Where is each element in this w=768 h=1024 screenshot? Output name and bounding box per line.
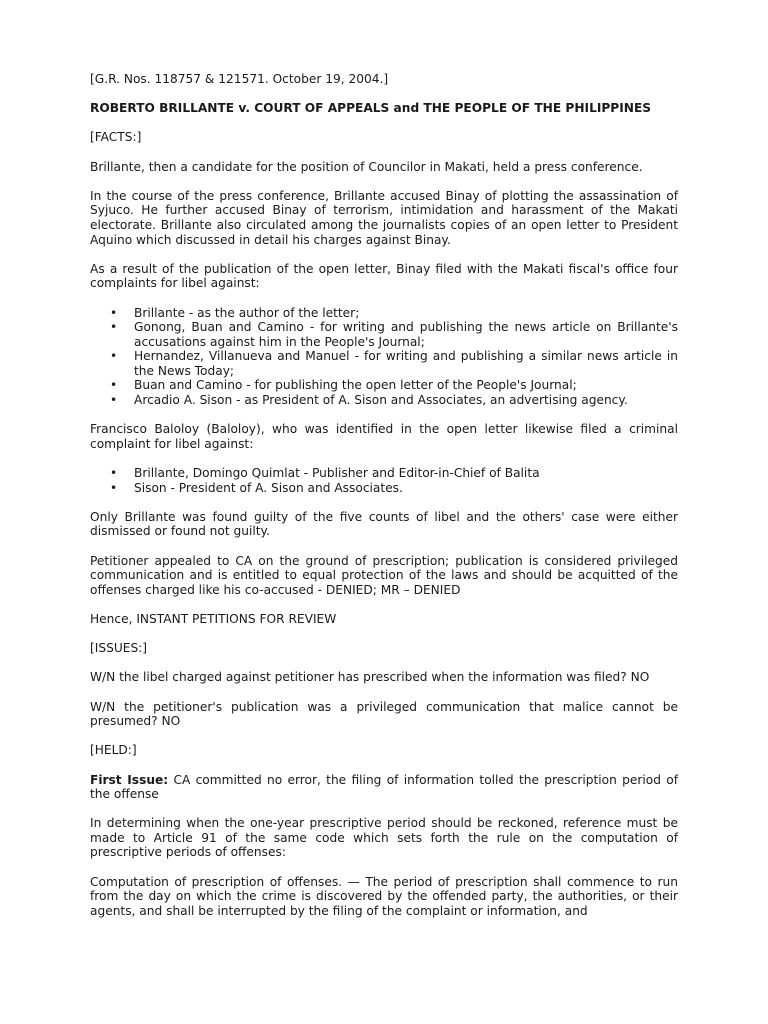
held-paragraph-3: Computation of prescription of offenses. — The period of prescription shall commence to run from the day on which the crime is discovered by the offended party, the authorities, or their agents, and shall be interrupted by the filing of the complaint or information, and: [90, 874, 678, 918]
case-citation: [G.R. Nos. 118757 & 121571. October 19, 2004.]: [90, 72, 389, 86]
list-item: • Brillante - as the author of the letter;: [134, 306, 678, 321]
held-paragraph-2: In determining when the one-year prescriptive period should be reckoned, reference must be made to Article 91 of the same code which sets forth the rule on the computation of prescriptive periods of offenses:: [90, 816, 678, 860]
issue-1: W/N the libel charged against petitioner has prescribed when the information was filed? NO: [90, 670, 650, 685]
first-issue-label: First Issue:: [90, 772, 169, 787]
held-heading: [HELD:]: [90, 743, 137, 758]
facts-paragraph-2: In the course of the press conference, Brillante accused Binay of plotting the assassination of Syjuco. He further accused Binay of terrorism, intimidation and harassment of the Makati electorate. Brillante also circulated among the journalists copies of an open letter to President Aquino which discussed in detail his charges against Binay.: [90, 188, 678, 247]
libel-complaints-list: [90, 306, 678, 408]
case-title: ROBERTO BRILLANTE v. COURT OF APPEALS and THE PEOPLE OF THE PHILIPPINES: [90, 101, 652, 116]
list-item: • Arcadio A. Sison - as President of A. Sison and Associates, an advertising agency.: [134, 393, 678, 408]
list-item: • Hernandez, Villanueva and Manuel - for writing and publishing a similar news article in the News Today;: [134, 349, 678, 378]
facts-paragraph-4: Francisco Baloloy (Baloloy), who was identified in the open letter likewise filed a criminal complaint for libel against:: [90, 422, 678, 451]
first-issue-text: CA committed no error, the filing of information tolled the prescription period of the offense: [90, 772, 678, 802]
list-item: • Sison - President of A. Sison and Associates.: [134, 481, 678, 496]
issues-heading: [ISSUES:]: [90, 641, 148, 656]
list-item: • Buan and Camino - for publishing the open letter of the People's Journal;: [134, 378, 678, 393]
list-item: • Gonong, Buan and Camino - for writing and publishing the news article on Brillante's accusations against him in the People's Journal;: [134, 320, 678, 349]
document-page: [90, 72, 678, 933]
list-item: • Brillante, Domingo Quimlat - Publisher and Editor-in-Chief of Balita: [134, 466, 678, 481]
facts-paragraph-5: Only Brillante was found guilty of the five counts of libel and the others' case were either dismissed or found not guilty.: [90, 509, 678, 539]
issue-2: W/N the petitioner's publication was a privileged communication that malice cannot be presumed? NO: [90, 699, 678, 729]
baloloy-complaint-list: [90, 466, 678, 495]
facts-paragraph-6: Petitioner appealed to CA on the ground of prescription; publication is considered privileged communication and is entitled to equal protection of the laws and should be acquitted of the offenses charged like his co-accused - DENIED; MR – DENIED: [90, 553, 678, 597]
facts-paragraph-3: As a result of the publication of the open letter, Binay filed with the Makati fiscal's office four complaints for libel against:: [90, 261, 678, 291]
facts-paragraph-7: Hence, INSTANT PETITIONS FOR REVIEW: [90, 611, 337, 626]
held-first-issue: [90, 773, 678, 802]
facts-paragraph-1: Brillante, then a candidate for the position of Councilor in Makati, held a press conference.: [90, 159, 643, 174]
facts-heading: [FACTS:]: [90, 130, 142, 145]
